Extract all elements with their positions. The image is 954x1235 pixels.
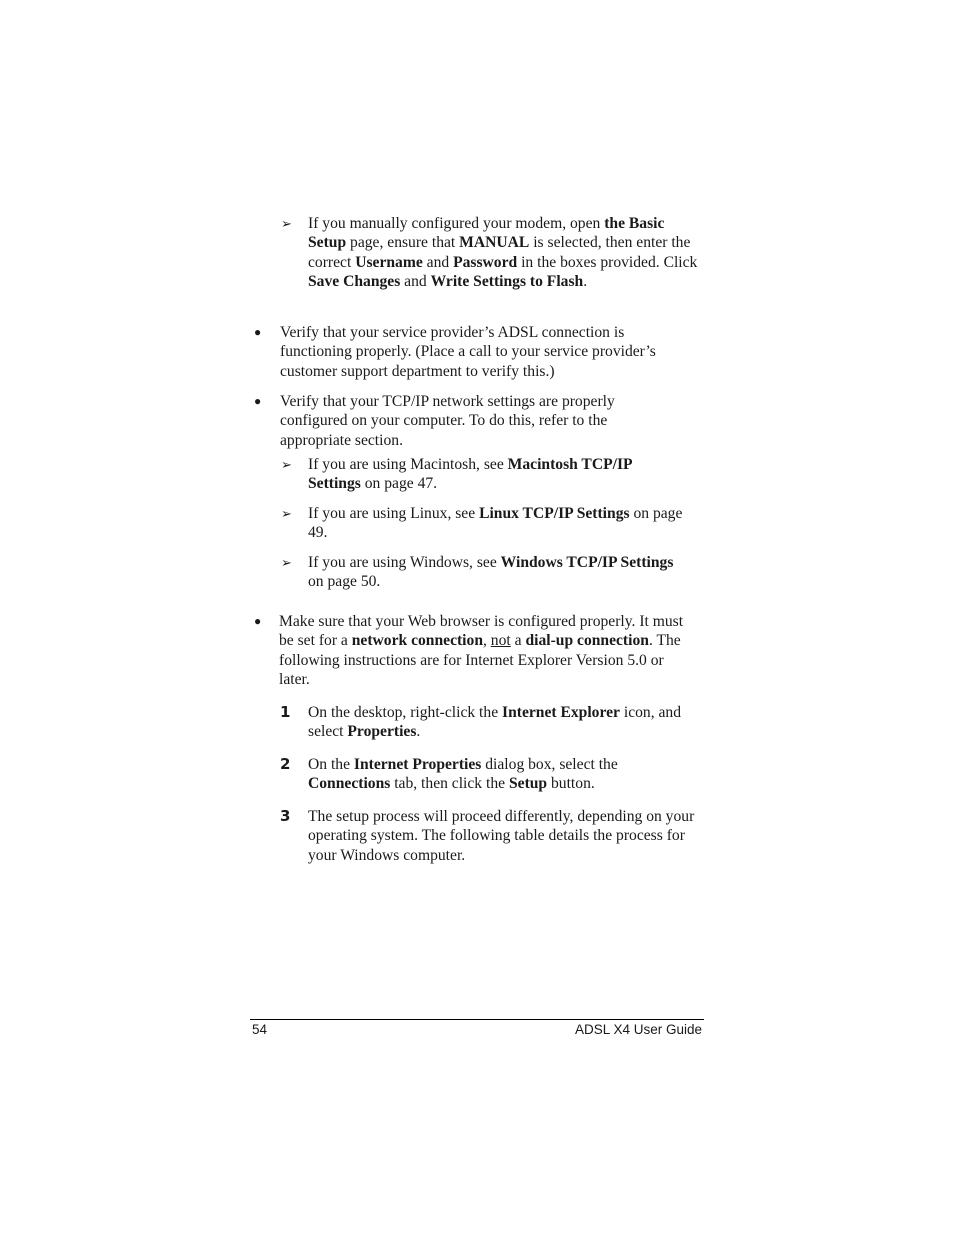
step-number: 2	[280, 755, 291, 773]
verify-adsl-text: Verify that your service provider’s ADSL connection is functioning properly. (Place a call to your service provider’s customer support department to verify this.)	[280, 324, 656, 380]
verify-tcpip-text: Verify that your TCP/IP network settings are properly configured on your computer. To do this, refer to the appropriate section.	[280, 393, 615, 449]
text: on page 47.	[360, 475, 438, 493]
arrow-bullet-icon: ➢	[281, 506, 292, 521]
bullet-icon: ●	[254, 394, 262, 408]
save-changes-term: Save Changes	[308, 273, 401, 291]
text: .	[583, 273, 588, 291]
bullet-icon: ●	[254, 614, 262, 628]
text: and	[400, 273, 431, 291]
page-number: 54	[252, 1022, 268, 1037]
verify-tcpip-bullet	[280, 392, 680, 450]
step-1	[308, 703, 698, 742]
macintosh-settings-link[interactable]: Macintosh TCP/IP Settings	[308, 456, 632, 493]
arrow-bullet-icon: ➢	[281, 216, 292, 231]
text: If you are using Linux, see	[308, 505, 480, 522]
connections-term: Connections	[308, 775, 391, 793]
text: in the boxes provided. Click	[517, 253, 698, 271]
text: . The following instructions are for Internet Explorer Version 5.0 or later.	[279, 632, 681, 689]
text: dialog box, select the	[481, 756, 618, 773]
internet-properties-term: Internet Properties	[353, 756, 482, 773]
username-term: Username	[355, 253, 423, 271]
bullet-icon: ●	[254, 325, 262, 339]
footer-divider	[250, 1019, 704, 1020]
windows-settings-link[interactable]: Windows TCP/IP Settings	[500, 554, 674, 571]
footer-title: ADSL X4 User Guide	[574, 1022, 702, 1037]
step-3-text: The setup process will proceed differently, depending on your operating system. The following table details the process for your Windows computer.	[308, 808, 695, 864]
text: Make sure that your Web browser is configured properly. It must be set for a	[279, 613, 684, 650]
text: on page 50.	[308, 573, 381, 591]
web-browser-bullet	[279, 612, 687, 690]
text: icon, and select	[308, 704, 682, 741]
text: ,	[483, 632, 491, 650]
password-term: Password	[453, 253, 518, 271]
text: is selected, then enter the correct	[308, 234, 691, 271]
text: On the	[308, 756, 354, 773]
internet-explorer-term: Internet Explorer	[502, 704, 620, 721]
windows-instruction	[308, 553, 678, 592]
arrow-bullet-icon: ➢	[281, 457, 292, 472]
text: If you are using Windows, see	[308, 554, 501, 571]
setup-term: Setup	[508, 775, 548, 793]
manual-term: MANUAL	[459, 234, 530, 252]
step-number: 1	[280, 703, 291, 721]
linux-instruction	[308, 504, 702, 543]
text: and	[422, 253, 454, 271]
step-2	[308, 755, 658, 794]
dial-up-term: dial-up connection	[525, 632, 649, 650]
text: If you manually configured your modem, open	[308, 215, 605, 232]
arrow-bullet-icon: ➢	[281, 555, 292, 570]
text: on page 49.	[308, 505, 683, 542]
step-number: 3	[280, 807, 291, 825]
text: a	[510, 632, 526, 650]
linux-settings-link[interactable]: Linux TCP/IP Settings	[479, 505, 630, 522]
properties-term: Properties	[347, 723, 417, 741]
text: On the desktop, right-click the	[308, 704, 503, 721]
text: tab, then click the	[390, 775, 509, 793]
text: .	[416, 723, 421, 741]
network-connection-term: network connection	[351, 632, 483, 650]
step-3	[308, 807, 700, 865]
verify-adsl-bullet	[280, 323, 690, 381]
write-settings-term: Write Settings to Flash	[430, 273, 584, 291]
manual-config-instruction	[308, 214, 702, 292]
not-emphasis: not	[490, 632, 511, 650]
text: If you are using Macintosh, see	[308, 456, 508, 473]
text: button.	[547, 775, 595, 793]
text: page, ensure that	[346, 234, 460, 252]
basic-setup-term: the Basic Setup	[308, 215, 665, 252]
macintosh-instruction	[308, 455, 688, 494]
